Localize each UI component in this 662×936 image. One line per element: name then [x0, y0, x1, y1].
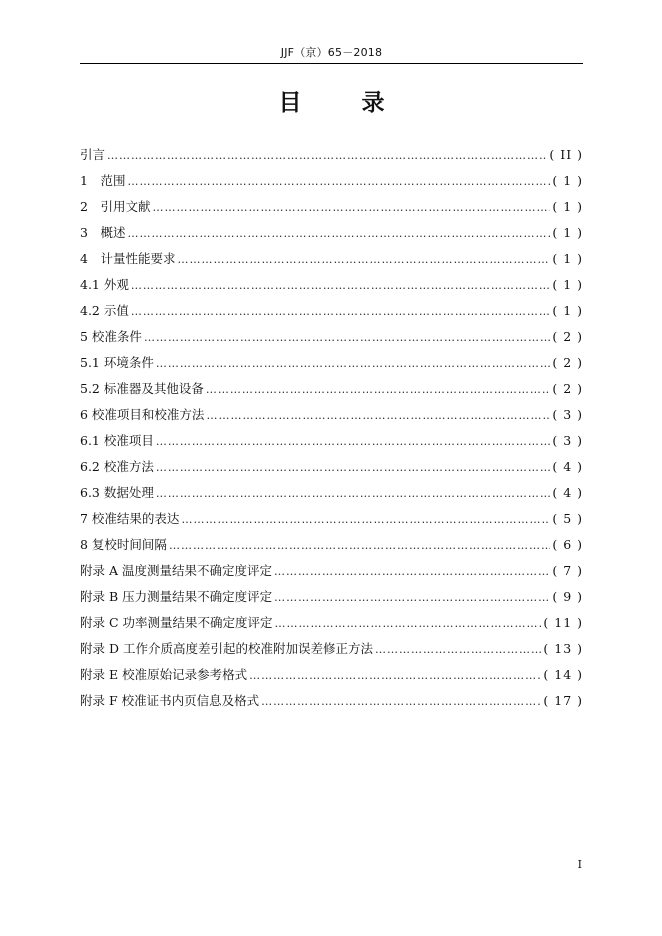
toc-entry-page: ( 13 ) [543, 641, 583, 656]
toc-entry-page: ( 1 ) [552, 225, 583, 240]
toc-leader-dots [206, 406, 550, 426]
toc-entry-label: 1 范围 [80, 173, 126, 188]
toc-leader-dots [156, 354, 550, 374]
toc-entry-page: ( 1 ) [552, 277, 583, 292]
toc-leader-dots [181, 510, 550, 530]
toc-entry-label: 附录 F 校准证书内页信息及格式 [80, 693, 260, 708]
toc-entry[interactable] [80, 379, 583, 405]
toc-leader-dots [274, 562, 550, 582]
toc-leader-dots [275, 614, 542, 634]
toc-entry[interactable] [80, 639, 583, 665]
toc-entry-label: 4 计量性能要求 [80, 251, 176, 266]
toc-entry-label: 5.2 标准器及其他设备 [80, 381, 204, 396]
toc-entry-page: ( 3 ) [552, 433, 583, 448]
toc-leader-dots [127, 172, 550, 192]
toc-entry[interactable] [80, 405, 583, 431]
toc-entry-label: 5.1 环境条件 [80, 355, 154, 370]
toc-leader-dots [177, 250, 550, 270]
toc-leader-dots [107, 146, 547, 166]
toc-leader-dots [131, 302, 550, 322]
toc-entry-label: 附录 D 工作介质高度差引起的校准附加误差修正方法 [80, 641, 373, 656]
page-number: I [577, 858, 582, 871]
toc-entry-page: ( 4 ) [552, 485, 583, 500]
toc-entry-label: 2 引用文献 [80, 199, 151, 214]
toc-entry-page: ( 5 ) [552, 511, 583, 526]
toc-entry-label: 7 校准结果的表达 [80, 511, 180, 526]
toc-entry-page: ( 2 ) [552, 329, 583, 344]
toc-entry-page: ( 14 ) [543, 667, 583, 682]
toc-entry[interactable] [80, 691, 583, 717]
toc-entry[interactable] [80, 457, 583, 483]
toc-entry[interactable] [80, 561, 583, 587]
toc-leader-dots [127, 224, 550, 244]
toc-leader-dots [156, 484, 550, 504]
toc-entry-page: ( 11 ) [543, 615, 583, 630]
toc-entry-page: ( 3 ) [552, 407, 583, 422]
toc-leader-dots [249, 666, 541, 686]
toc-entry-label: 3 概述 [80, 225, 126, 240]
toc-entry-page: ( 2 ) [552, 355, 583, 370]
toc-entry-label: 附录 B 压力测量结果不确定度评定 [80, 589, 273, 604]
toc-leader-dots [375, 640, 541, 660]
toc-entry-label: 5 校准条件 [80, 329, 142, 344]
toc-entry[interactable] [80, 197, 583, 223]
toc-entry[interactable] [80, 275, 583, 301]
header-rule [80, 63, 583, 64]
toc-entry-label: 6 校准项目和校准方法 [80, 407, 205, 422]
toc-entry-page: ( 1 ) [552, 173, 583, 188]
toc-leader-dots [156, 458, 550, 478]
toc-leader-dots [152, 198, 550, 218]
document-header-code: JJF（京）65－2018 [280, 46, 383, 59]
toc-entry-label: 6.1 校准项目 [80, 433, 154, 448]
toc-entry[interactable] [80, 613, 583, 639]
toc-entry-page: ( 2 ) [552, 381, 583, 396]
toc-leader-dots [131, 276, 550, 296]
table-of-contents [80, 145, 583, 717]
toc-entry[interactable] [80, 249, 583, 275]
toc-entry-label: 引言 [80, 147, 106, 162]
toc-entry[interactable] [80, 509, 583, 535]
toc-entry-label: 4.2 示值 [80, 303, 129, 318]
toc-entry[interactable] [80, 223, 583, 249]
toc-entry-label: 4.1 外观 [80, 277, 129, 292]
toc-entry[interactable] [80, 431, 583, 457]
toc-entry-label: 6.3 数据处理 [80, 485, 154, 500]
toc-entry[interactable] [80, 535, 583, 561]
toc-entry-label: 附录 C 功率测量结果不确定度评定 [80, 615, 273, 630]
toc-entry-page: ( 1 ) [552, 199, 583, 214]
toc-entry[interactable] [80, 145, 583, 171]
toc-leader-dots [274, 588, 550, 608]
toc-entry[interactable] [80, 353, 583, 379]
toc-entry[interactable] [80, 327, 583, 353]
toc-entry[interactable] [80, 665, 583, 691]
toc-entry-page: ( 7 ) [552, 563, 583, 578]
toc-entry-page: ( 1 ) [552, 251, 583, 266]
toc-entry-page: ( 17 ) [543, 693, 583, 708]
toc-entry-label: 8 复校时间间隔 [80, 537, 167, 552]
toc-entry[interactable] [80, 483, 583, 509]
toc-entry[interactable] [80, 587, 583, 613]
toc-leader-dots [156, 432, 550, 452]
toc-entry-page: ( 4 ) [552, 459, 583, 474]
toc-leader-dots [206, 380, 550, 400]
toc-entry-page: ( 6 ) [552, 537, 583, 552]
toc-leader-dots [261, 692, 541, 712]
page-title: 目 录 [278, 90, 411, 116]
toc-entry[interactable] [80, 171, 583, 197]
toc-entry-page: ( 9 ) [552, 589, 583, 604]
toc-entry-label: 附录 E 校准原始记录参考格式 [80, 667, 248, 682]
toc-entry[interactable] [80, 301, 583, 327]
toc-entry-page: ( II ) [549, 147, 583, 162]
toc-entry-label: 附录 A 温度测量结果不确定度评定 [80, 563, 272, 578]
toc-leader-dots [144, 328, 550, 348]
toc-leader-dots [169, 536, 550, 556]
toc-entry-page: ( 1 ) [552, 303, 583, 318]
toc-entry-label: 6.2 校准方法 [80, 459, 154, 474]
